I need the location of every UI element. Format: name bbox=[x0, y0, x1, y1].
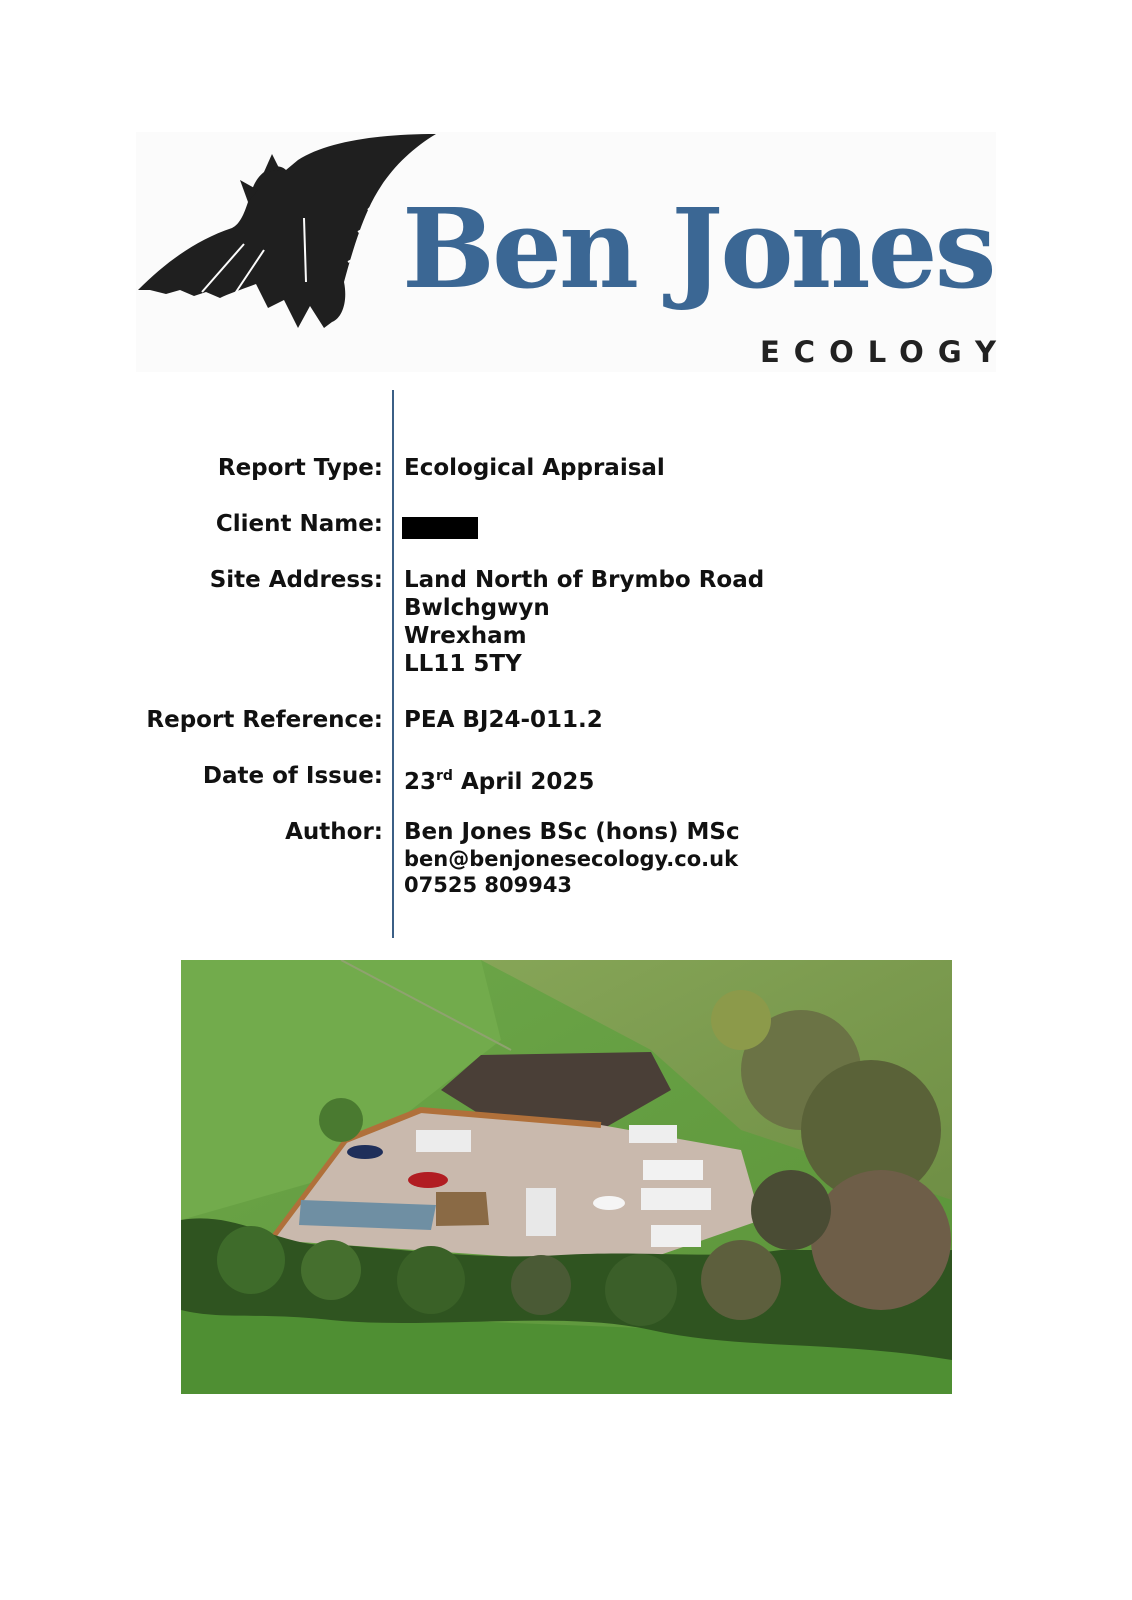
date-of-issue-label: Date of Issue: bbox=[202, 763, 383, 789]
date-rest: April 2025 bbox=[460, 769, 595, 795]
brand-tagline: ECOLOGY bbox=[759, 335, 1010, 369]
company-logo bbox=[136, 132, 1010, 372]
author-name: Ben Jones BSc (hons) MSc bbox=[404, 819, 740, 845]
author-email[interactable]: ben@benjonesecology.co.uk bbox=[404, 847, 739, 871]
aerial-photo-illustration bbox=[181, 960, 952, 1394]
aerial-site-photo bbox=[181, 960, 952, 1394]
brand-name: Ben Jones bbox=[402, 184, 994, 313]
vertical-divider bbox=[392, 390, 394, 938]
report-reference-value: PEA BJ24-011.2 bbox=[404, 707, 603, 733]
report-reference-label: Report Reference: bbox=[146, 707, 383, 733]
site-address-line-2: Bwlchgwyn bbox=[404, 595, 550, 621]
author-label: Author: bbox=[285, 819, 383, 845]
date-of-issue-value bbox=[404, 762, 594, 796]
site-address-postcode: LL11 5TY bbox=[404, 651, 522, 677]
site-address-label: Site Address: bbox=[209, 567, 383, 593]
redacted-client-name bbox=[402, 517, 478, 539]
client-name-label: Client Name: bbox=[215, 511, 383, 537]
date-suffix: rd bbox=[436, 768, 453, 784]
author-phone: 07525 809943 bbox=[404, 873, 573, 897]
date-day: 23 bbox=[404, 769, 437, 795]
report-type-value: Ecological Appraisal bbox=[404, 455, 665, 481]
report-type-label: Report Type: bbox=[217, 455, 383, 481]
site-address-line-3: Wrexham bbox=[404, 623, 527, 649]
site-address-line-1: Land North of Brymbo Road bbox=[404, 567, 765, 593]
